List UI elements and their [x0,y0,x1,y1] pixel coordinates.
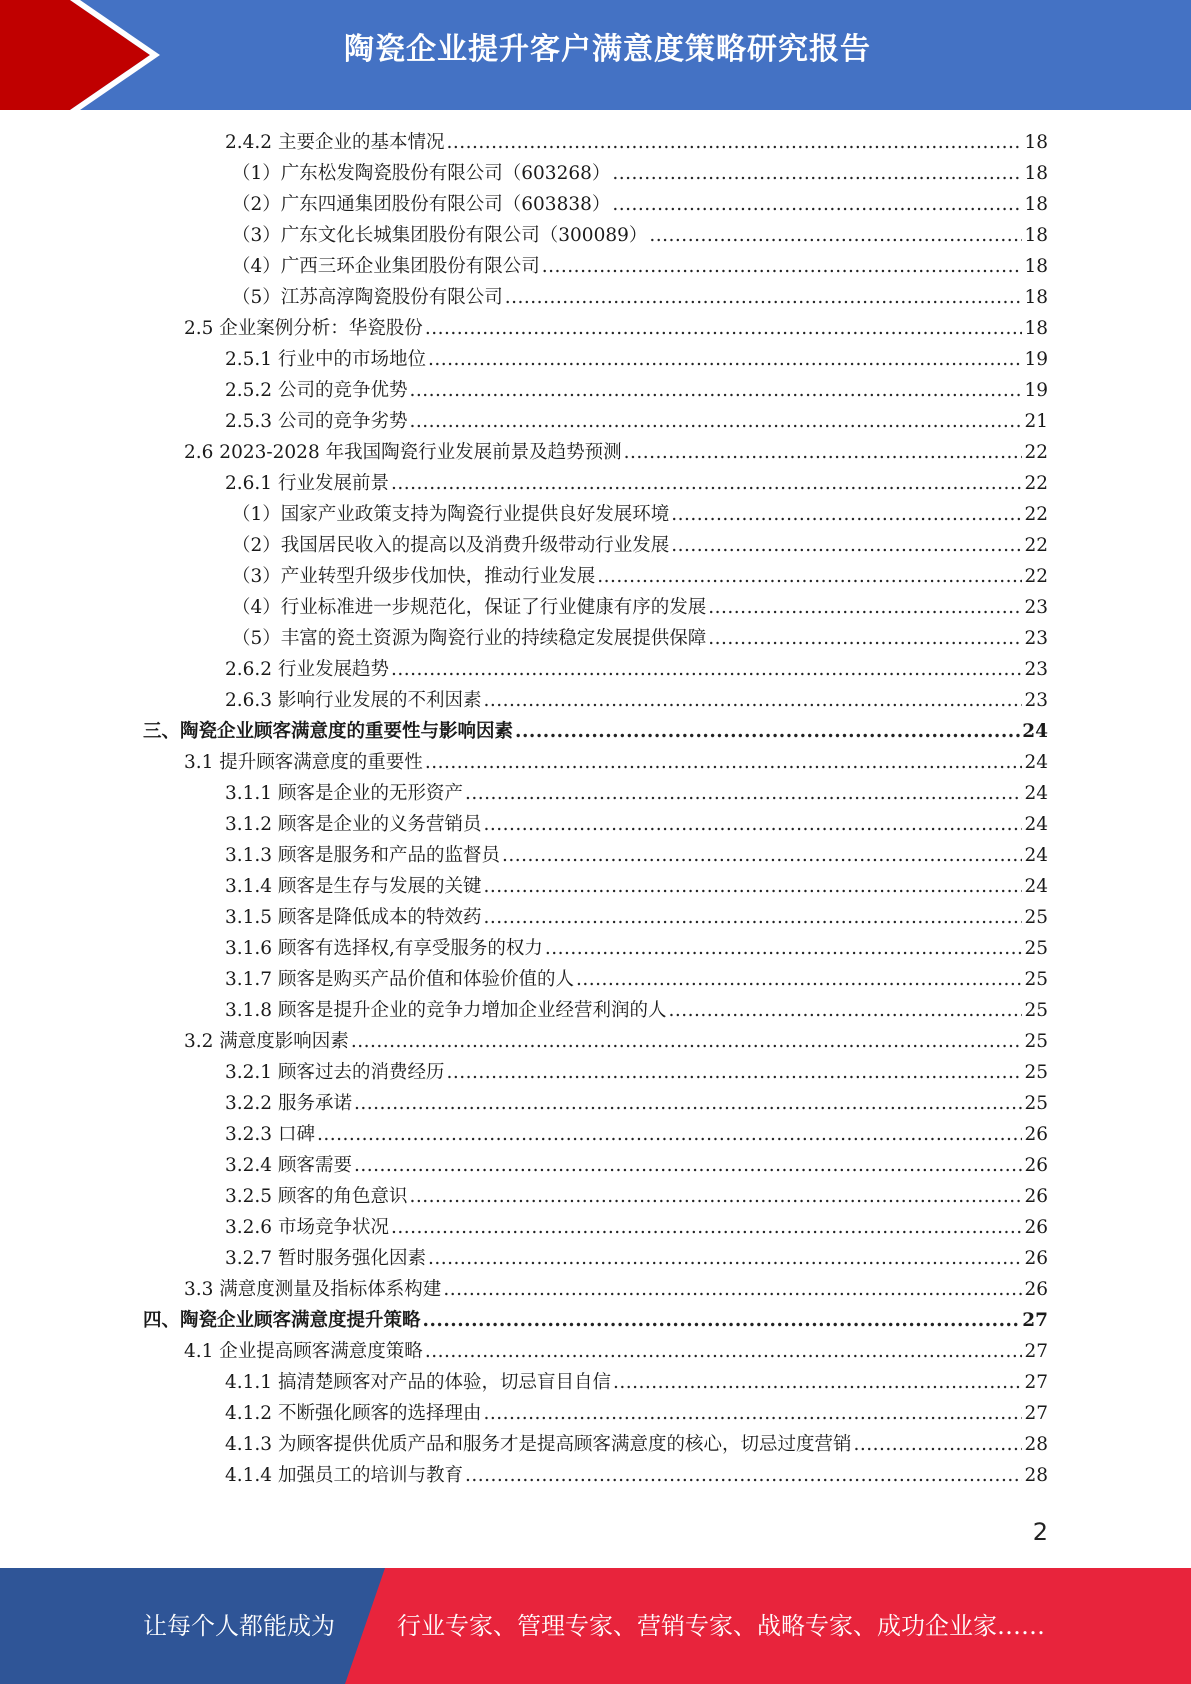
toc-entry[interactable] [184,437,1048,468]
toc-entry[interactable] [225,1119,1048,1150]
toc-entry[interactable] [184,747,1048,778]
toc-entry[interactable] [225,995,1048,1026]
toc-dot-leader [425,747,1023,778]
toc-entry[interactable] [232,592,1048,623]
toc-entry-title: 3.2.4 顾客需要 [225,1155,352,1176]
toc-entry[interactable] [232,189,1048,220]
toc-entry-title: （2）我国居民收入的提高以及消费升级带动行业发展 [232,535,670,556]
page-title: 陶瓷企业提升客户满意度策略研究报告 [344,32,871,67]
toc-entry-title: 3.1.4 顾客是生存与发展的关键 [225,876,482,897]
toc-entry-page: 26 [1024,1248,1048,1269]
toc-entry-title: 4.1.2 不断强化顾客的选择理由 [225,1403,482,1424]
toc-dot-leader [708,592,1022,623]
toc-dot-leader [354,1150,1023,1181]
toc-entry[interactable] [225,375,1048,406]
toc-entry-title: （4）广西三环企业集团股份有限公司 [232,256,540,277]
toc-dot-leader [483,685,1022,716]
toc-dot-leader [423,1305,1021,1336]
toc-entry[interactable] [225,1460,1048,1491]
toc-entry-page: 19 [1024,380,1048,401]
toc-dot-leader [443,1274,1022,1305]
toc-dot-leader [465,1460,1022,1491]
toc-dot-leader [649,220,1022,251]
toc-dot-leader [425,313,1023,344]
toc-entry-page: 24 [1022,721,1048,742]
toc-entry-title: 2.6 2023-2028 年我国陶瓷行业发展前景及趋势预测 [184,442,622,463]
toc-dot-leader [502,840,1022,871]
toc-entry-title: 3.1 提升顾客满意度的重要性 [184,752,423,773]
toc-entry[interactable] [225,902,1048,933]
toc-entry-page: 26 [1024,1155,1048,1176]
toc-entry[interactable] [232,220,1048,251]
toc-dot-leader [483,809,1022,840]
toc-entry-page: 26 [1024,1217,1048,1238]
toc-entry-page: 25 [1024,938,1048,959]
toc-entry-title: 3.1.1 顾客是企业的无形资产 [225,783,463,804]
toc-entry-title: 3.1.2 顾客是企业的义务营销员 [225,814,482,835]
toc-entry[interactable] [225,344,1048,375]
toc-dot-leader [668,995,1022,1026]
toc-entry-page: 18 [1024,256,1048,277]
toc-entry-title: 3.1.8 顾客是提升企业的竞争力增加企业经营利润的人 [225,1000,667,1021]
toc-entry-page: 23 [1024,597,1048,618]
toc-dot-leader [483,1398,1022,1429]
toc-dot-leader [613,1367,1022,1398]
toc-entry[interactable] [225,406,1048,437]
toc-entry-title: 3.2.2 服务承诺 [225,1093,352,1114]
toc-dot-leader [446,1057,1022,1088]
toc-dot-leader [409,1181,1022,1212]
toc-entry-title: 2.5 企业案例分析：华瓷股份 [184,318,423,339]
toc-entry-title: （3）广东文化长城集团股份有限公司（300089） [232,225,648,246]
toc-entry-title: 2.6.2 行业发展趋势 [225,659,389,680]
toc-entry[interactable] [225,964,1048,995]
toc-entry-page: 26 [1024,1279,1048,1300]
toc-entry-title: 3.1.3 顾客是服务和产品的监督员 [225,845,500,866]
toc-entry[interactable] [225,1212,1048,1243]
page-footer [0,1568,1191,1684]
toc-entry-title: 3.1.5 顾客是降低成本的特效药 [225,907,482,928]
page-header [0,0,1191,110]
toc-entry-page: 27 [1022,1310,1048,1331]
toc-entry-title: 2.5.1 行业中的市场地位 [225,349,426,370]
toc-dot-leader [542,251,1023,282]
toc-entry-title: 2.5.3 公司的竞争劣势 [225,411,408,432]
toc-entry-page: 24 [1024,783,1048,804]
toc-entry-title: 4.1.3 为顾客提供优质产品和服务才是提高顾客满意度的核心，切忌过度营销 [225,1434,852,1455]
toc-entry-title: 四、陶瓷企业顾客满意度提升策略 [143,1310,421,1331]
toc-dot-leader [853,1429,1022,1460]
toc-entry-title: 2.6.1 行业发展前景 [225,473,389,494]
page-number: 2 [1032,1518,1048,1546]
toc-dot-leader [597,561,1022,592]
toc-entry-title: 4.1.4 加强员工的培训与教育 [225,1465,463,1486]
toc-entry-page: 27 [1024,1372,1048,1393]
toc-entry-page: 22 [1024,566,1048,587]
toc-entry-page: 18 [1024,287,1048,308]
toc-entry-page: 26 [1024,1186,1048,1207]
toc-dot-leader [708,623,1022,654]
toc-entry-page: 27 [1024,1341,1048,1362]
toc-entry-title: （1）国家产业政策支持为陶瓷行业提供良好发展环境 [232,504,670,525]
toc-entry[interactable] [143,1305,1048,1336]
toc-entry-page: 23 [1024,628,1048,649]
toc-entry-page: 28 [1024,1434,1048,1455]
toc-entry[interactable] [232,623,1048,654]
toc-entry-page: 19 [1024,349,1048,370]
toc-entry-page: 21 [1024,411,1048,432]
toc-dot-leader [391,654,1022,685]
toc-entry[interactable] [225,1398,1048,1429]
toc-entry-title: 3.1.6 顾客有选择权,有享受服务的权力 [225,938,543,959]
toc-entry[interactable] [184,1274,1048,1305]
toc-entry-title: 3.2.7 暂时服务强化因素 [225,1248,426,1269]
toc-entry-title: 3.2.6 市场竞争状况 [225,1217,389,1238]
toc-entry[interactable] [225,127,1048,158]
footer-slogan-right: 行业专家、管理专家、营销专家、战略专家、成功企业家…… [397,1612,1045,1640]
toc-entry-title: （5）江苏高淳陶瓷股份有限公司 [232,287,503,308]
toc-dot-leader [505,282,1023,313]
toc-entry-title: （1）广东松发陶瓷股份有限公司（603268） [232,163,611,184]
toc-entry[interactable] [225,1181,1048,1212]
toc-dot-leader [425,1336,1023,1367]
footer-slogan-left: 让每个人都能成为 [143,1612,335,1640]
toc-dot-leader [409,375,1022,406]
toc-entry-page: 25 [1024,1031,1048,1052]
toc-entry-page: 24 [1024,845,1048,866]
toc-entry-title: 4.1 企业提高顾客满意度策略 [184,1341,423,1362]
toc-entry[interactable] [232,530,1048,561]
toc-entry-page: 24 [1024,876,1048,897]
toc-entry-title: 2.4.2 主要企业的基本情况 [225,132,445,153]
toc-dot-leader [391,1212,1022,1243]
toc-dot-leader [576,964,1022,995]
toc-entry-page: 18 [1024,318,1048,339]
toc-entry-page: 18 [1024,132,1048,153]
toc-entry-title: 2.5.2 公司的竞争优势 [225,380,408,401]
toc-dot-leader [354,1088,1023,1119]
toc-entry[interactable] [225,840,1048,871]
toc-entry-page: 26 [1024,1124,1048,1145]
toc-dot-leader [351,1026,1023,1057]
toc-entry[interactable] [225,871,1048,902]
toc-entry-page: 24 [1024,752,1048,773]
toc-entry[interactable] [232,499,1048,530]
toc-entry[interactable] [232,561,1048,592]
toc-entry[interactable] [184,1336,1048,1367]
toc-entry-title: 3.1.7 顾客是购买产品价值和体验价值的人 [225,969,574,990]
toc-entry-title: 3.2 满意度影响因素 [184,1031,349,1052]
toc-entry[interactable] [225,1150,1048,1181]
toc-dot-leader [446,127,1022,158]
toc-entry-page: 24 [1024,814,1048,835]
toc-entry-title: 4.1.1 搞清楚顾客对产品的体验，切忌盲目自信 [225,1372,611,1393]
toc-entry-title: （5）丰富的瓷土资源为陶瓷行业的持续稳定发展提供保障 [232,628,707,649]
toc-entry-title: 三、陶瓷企业顾客满意度的重要性与影响因素 [143,721,514,742]
toc-entry-title: 2.6.3 影响行业发展的不利因素 [225,690,482,711]
toc-dot-leader [317,1119,1023,1150]
toc-dot-leader [671,499,1022,530]
toc-dot-leader [483,871,1022,902]
toc-entry[interactable] [232,251,1048,282]
toc-entry-page: 25 [1024,1062,1048,1083]
toc-entry-title: （2）广东四通集团股份有限公司（603838） [232,194,611,215]
toc-entry[interactable] [225,468,1048,499]
toc-entry-title: 3.3 满意度测量及指标体系构建 [184,1279,442,1300]
toc-entry[interactable] [232,158,1048,189]
toc-dot-leader [624,437,1023,468]
toc-entry-title: 3.2.5 顾客的角色意识 [225,1186,408,1207]
toc-entry-page: 18 [1024,225,1048,246]
toc-entry[interactable] [225,654,1048,685]
toc-entry-title: （4）行业标准进一步规范化，保证了行业健康有序的发展 [232,597,707,618]
toc-entry-page: 18 [1024,194,1048,215]
toc-dot-leader [612,158,1022,189]
toc-entry[interactable] [184,313,1048,344]
toc-entry-page: 25 [1024,907,1048,928]
toc-entry-page: 25 [1024,1093,1048,1114]
toc-entry[interactable] [232,282,1048,313]
toc-entry[interactable] [225,778,1048,809]
toc-dot-leader [545,933,1023,964]
toc-dot-leader [409,406,1022,437]
toc-entry-page: 25 [1024,969,1048,990]
toc-entry-title: 3.2.3 口碑 [225,1124,315,1145]
toc-dot-leader [483,902,1022,933]
toc-dot-leader [465,778,1022,809]
toc-entry-title: （3）产业转型升级步伐加快，推动行业发展 [232,566,596,587]
toc-dot-leader [428,344,1022,375]
toc-entry[interactable] [225,1057,1048,1088]
toc-entry-page: 22 [1024,473,1048,494]
toc-entry[interactable] [225,685,1048,716]
toc-entry-page: 22 [1024,535,1048,556]
toc-entry-page: 18 [1024,163,1048,184]
toc-entry-page: 23 [1024,690,1048,711]
toc-entry[interactable] [225,1243,1048,1274]
toc-dot-leader [428,1243,1022,1274]
toc-entry[interactable] [225,1367,1048,1398]
toc-dot-leader [391,468,1022,499]
toc-entry-page: 25 [1024,1000,1048,1021]
toc-entry[interactable] [184,1026,1048,1057]
toc-entry[interactable] [225,1429,1048,1460]
toc-dot-leader [515,716,1020,747]
toc-entry-page: 28 [1024,1465,1048,1486]
toc-entry[interactable] [225,933,1048,964]
toc-entry-page: 27 [1024,1403,1048,1424]
toc-dot-leader [671,530,1022,561]
toc-entry-page: 23 [1024,659,1048,680]
toc-entry[interactable] [225,1088,1048,1119]
toc-entry-title: 3.2.1 顾客过去的消费经历 [225,1062,445,1083]
toc-entry[interactable] [143,716,1048,747]
toc-entry-page: 22 [1024,504,1048,525]
toc-dot-leader [612,189,1022,220]
toc-entry-page: 22 [1024,442,1048,463]
toc-entry[interactable] [225,809,1048,840]
